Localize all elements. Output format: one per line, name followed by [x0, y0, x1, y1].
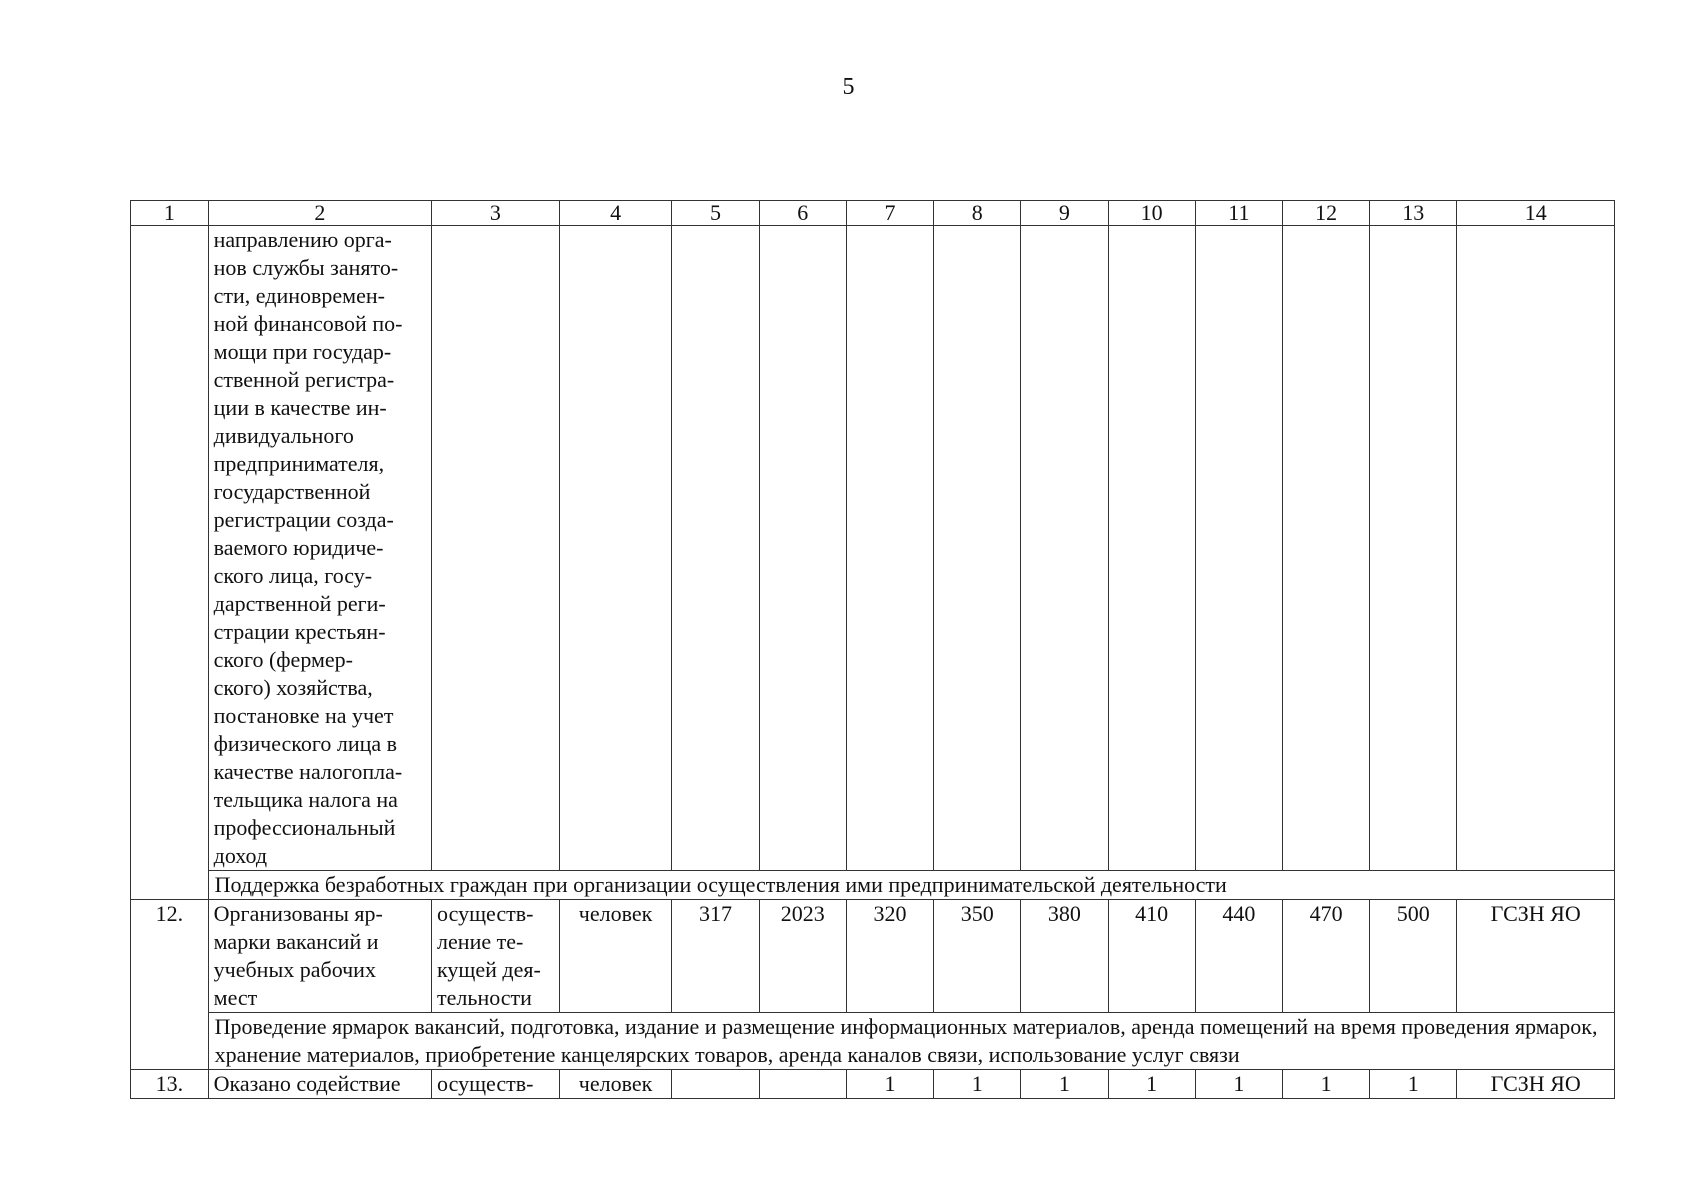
activity-description: Поддержка безработных граждан при организации осуществления ими предпринимательской деятельности [208, 871, 1614, 900]
indicator-row-13 [131, 1070, 1615, 1099]
value-cell: 1 [846, 1070, 933, 1099]
column-header: 4 [559, 201, 672, 226]
value-cell: 1 [1108, 1070, 1195, 1099]
name-line: ной финансовой по- [213, 311, 403, 336]
empty-cell [1108, 226, 1195, 871]
value-cell: 380 [1021, 900, 1108, 1013]
value-cell: 1 [1282, 1070, 1369, 1099]
name-line: нов службы занято- [213, 255, 399, 280]
column-header: 7 [846, 201, 933, 226]
activity-description: Проведение ярмарок вакансий, подготовка, издание и размещение информационных материалов, аренда помещений на время проведения ярмарок, хранение материалов, приобретение канцелярских товаров, аренда каналов связи, использование услуг связи [208, 1013, 1614, 1070]
name-line: тельщика налога на [213, 787, 398, 812]
column-header: 10 [1108, 201, 1195, 226]
name-line: качестве налогопла- [213, 759, 403, 784]
value-cell: 500 [1370, 900, 1457, 1013]
basis-line: осуществ- [437, 901, 534, 926]
value-cell: 317 [672, 900, 759, 1013]
name-line: ваемого юридиче- [213, 535, 384, 560]
row-number-cell [131, 226, 209, 900]
value-cell [759, 1070, 846, 1099]
basis-cell [432, 1070, 560, 1099]
name-line: страции крестьян- [213, 619, 386, 644]
unit-cell: человек [559, 1070, 672, 1099]
empty-cell [432, 226, 560, 871]
value-cell: 2023 [759, 900, 846, 1013]
column-header: 14 [1457, 201, 1615, 226]
name-line: государственной [213, 479, 371, 504]
column-header: 2 [208, 201, 431, 226]
row-number-cell: 13. [131, 1070, 209, 1099]
name-line: постановке на учет [213, 703, 394, 728]
column-header: 13 [1370, 201, 1457, 226]
value-cell: 470 [1282, 900, 1369, 1013]
name-line: дарственной реги- [213, 591, 386, 616]
value-cell: 1 [934, 1070, 1021, 1099]
value-cell: 440 [1195, 900, 1282, 1013]
value-cell [672, 1070, 759, 1099]
name-line: Оказано содействие [213, 1071, 401, 1096]
executor-cell: ГСЗН ЯО [1457, 1070, 1615, 1099]
empty-cell [934, 226, 1021, 871]
name-line: ского) хозяйства, [213, 675, 373, 700]
basis-line: тельности [437, 985, 532, 1010]
value-cell: 350 [934, 900, 1021, 1013]
value-cell: 1 [1195, 1070, 1282, 1099]
activity-row [131, 871, 1615, 900]
empty-cell [846, 226, 933, 871]
empty-cell [1457, 226, 1615, 871]
name-line: ского лица, госу- [213, 563, 373, 588]
column-header: 6 [759, 201, 846, 226]
activity-row [131, 1013, 1615, 1070]
name-line: физического лица в [213, 731, 398, 756]
column-header: 1 [131, 201, 209, 226]
empty-cell [1021, 226, 1108, 871]
column-header: 3 [432, 201, 560, 226]
name-line: регистрации созда- [213, 507, 394, 532]
value-cell: 1 [1021, 1070, 1108, 1099]
name-line: мощи при государ- [213, 339, 392, 364]
name-line: дивидуального [213, 423, 354, 448]
empty-cell [559, 226, 672, 871]
indicator-name-cell [208, 1070, 431, 1099]
name-line: профессиональный [213, 815, 396, 840]
indicator-row-12 [131, 900, 1615, 1013]
column-header: 12 [1282, 201, 1369, 226]
name-line: Организованы яр- [213, 901, 383, 926]
name-line: ции в качестве ин- [213, 395, 387, 420]
row-number-cell: 12. [131, 900, 209, 1070]
empty-cell [1195, 226, 1282, 871]
empty-cell [672, 226, 759, 871]
indicator-table [130, 200, 1615, 1099]
indicator-name-cell [208, 900, 431, 1013]
name-line: ственной регистра- [213, 367, 395, 392]
name-line: учебных рабочих [213, 957, 376, 982]
continued-indicator-row [131, 226, 1615, 871]
value-cell: 1 [1370, 1070, 1457, 1099]
column-number-row [131, 201, 1615, 226]
name-line: мест [213, 985, 258, 1010]
empty-cell [1282, 226, 1369, 871]
page-number: 5 [842, 74, 855, 100]
unit-cell: человек [559, 900, 672, 1013]
name-line: марки вакансий и [213, 929, 379, 954]
indicator-name-cell [208, 226, 431, 871]
name-line: предпринимателя, [213, 451, 385, 476]
name-line: ского (фермер- [213, 647, 353, 672]
column-header: 5 [672, 201, 759, 226]
name-line: направлению орга- [213, 227, 392, 252]
empty-cell [1370, 226, 1457, 871]
column-header: 11 [1195, 201, 1282, 226]
executor-cell: ГСЗН ЯО [1457, 900, 1615, 1013]
column-header: 9 [1021, 201, 1108, 226]
basis-line: осуществ- [437, 1071, 534, 1096]
value-cell: 320 [846, 900, 933, 1013]
basis-line: кущей дея- [437, 957, 541, 982]
basis-line: ление те- [437, 929, 524, 954]
name-line: сти, единовремен- [213, 283, 385, 308]
empty-cell [759, 226, 846, 871]
name-line: доход [213, 843, 268, 868]
basis-cell [432, 900, 560, 1013]
value-cell: 410 [1108, 900, 1195, 1013]
column-header: 8 [934, 201, 1021, 226]
